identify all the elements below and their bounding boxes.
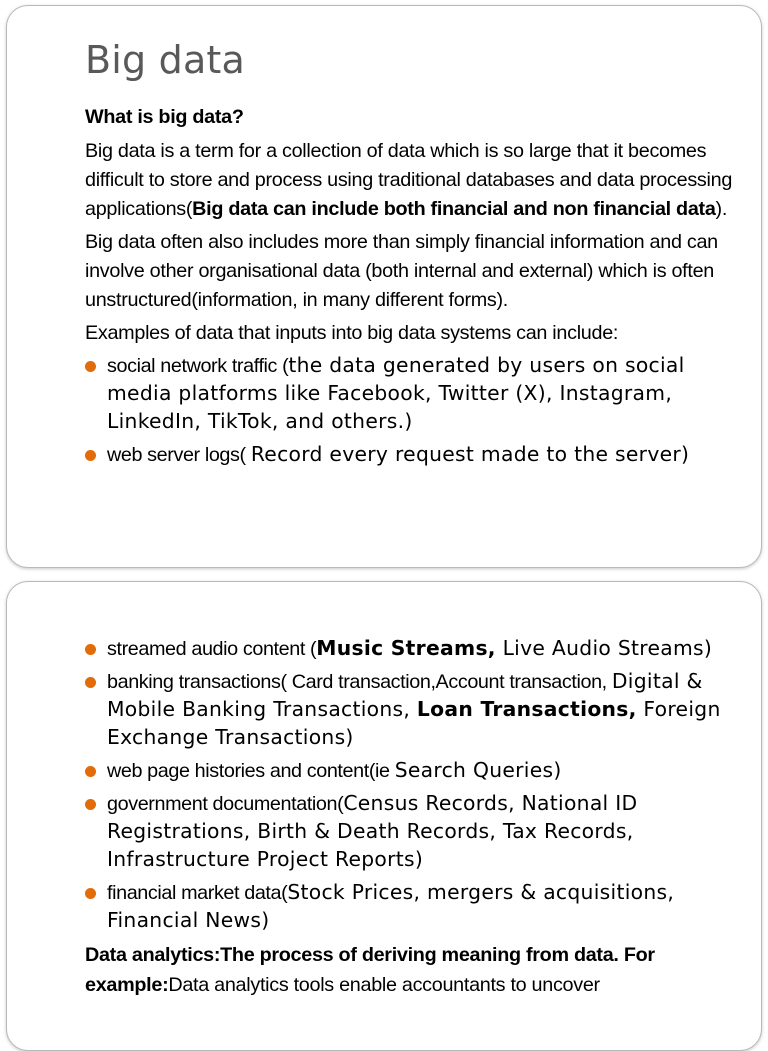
bullet-dot-icon <box>85 799 96 810</box>
bullet-lead: web server logs( <box>107 444 251 466</box>
examples-list-continued <box>85 635 747 935</box>
definition-bold: Big data can include both financial and non financial data <box>192 198 716 220</box>
bullet-detail: Digital & Mobile Banking Transactions, <box>107 669 703 721</box>
analytics-bold: Data analytics:The process of deriving meaning from data. For example: <box>85 944 655 996</box>
bullet-dot-icon <box>85 766 96 777</box>
examples-list <box>85 352 747 469</box>
scope-paragraph: Big data often also includes more than simply financial information and can involve other organisational data (both internal and external) which is often unstructured(information, in many different forms). <box>85 231 718 311</box>
bullet-bold: Loan Transactions, <box>416 697 637 721</box>
list-item <box>85 668 747 752</box>
list-item <box>85 879 747 935</box>
bullet-detail-2: Foreign Exchange Transactions) <box>107 697 721 749</box>
bullet-detail: Census Records, National ID Registrations, Birth & Death Records, Tax Records, Infrastructure Project Reports) <box>107 791 638 871</box>
examples-intro: Examples of data that inputs into big data systems can include: <box>85 322 619 344</box>
list-item <box>85 790 747 874</box>
definition-end: ). <box>715 198 728 220</box>
bullet-detail: Record every request made to the server) <box>250 442 690 466</box>
slide-title: Big data <box>85 38 246 82</box>
definition-paragraph <box>85 137 747 224</box>
list-item <box>85 352 747 436</box>
slide-body <box>85 635 747 1004</box>
bullet-lead: social network traffic ( <box>107 355 289 377</box>
analytics-paragraph <box>85 940 747 1000</box>
bullet-detail: Stock Prices, mergers & acquisitions, Financial News) <box>107 880 675 932</box>
bullet-lead: government documentation( <box>107 793 344 815</box>
slide-2 <box>6 581 762 1051</box>
list-item <box>85 757 747 785</box>
bullet-dot-icon <box>85 644 96 655</box>
slide-1 <box>6 5 762 568</box>
bullet-dot-icon <box>85 450 96 461</box>
bullet-lead: banking transactions( Card transaction,Account transaction, <box>107 671 612 693</box>
bullet-lead: web page histories and content(ie <box>107 760 395 782</box>
question-heading: What is big data? <box>85 106 244 128</box>
definition-text: Big data is a term for a collection of data which is so large that it becomes difficult to store and process using traditional databases and data processing applications( <box>85 140 733 220</box>
bullet-bold: Music Streams, <box>316 636 496 660</box>
bullet-dot-icon <box>85 677 96 688</box>
bullet-lead: streamed audio content ( <box>107 638 317 660</box>
list-item <box>85 441 747 469</box>
bullet-detail: the data generated by users on social media platforms like Facebook, Twitter (X), Instagram, LinkedIn, TikTok, and others.) <box>107 353 685 433</box>
analytics-text: Data analytics tools enable accountants to uncover <box>168 974 600 996</box>
bullet-dot-icon <box>85 888 96 899</box>
list-item <box>85 635 747 663</box>
bullet-dot-icon <box>85 361 96 372</box>
bullet-lead: financial market data( <box>107 882 288 904</box>
bullet-detail: Search Queries) <box>394 758 562 782</box>
slide-body <box>85 103 747 474</box>
bullet-detail: Live Audio Streams) <box>495 636 713 660</box>
